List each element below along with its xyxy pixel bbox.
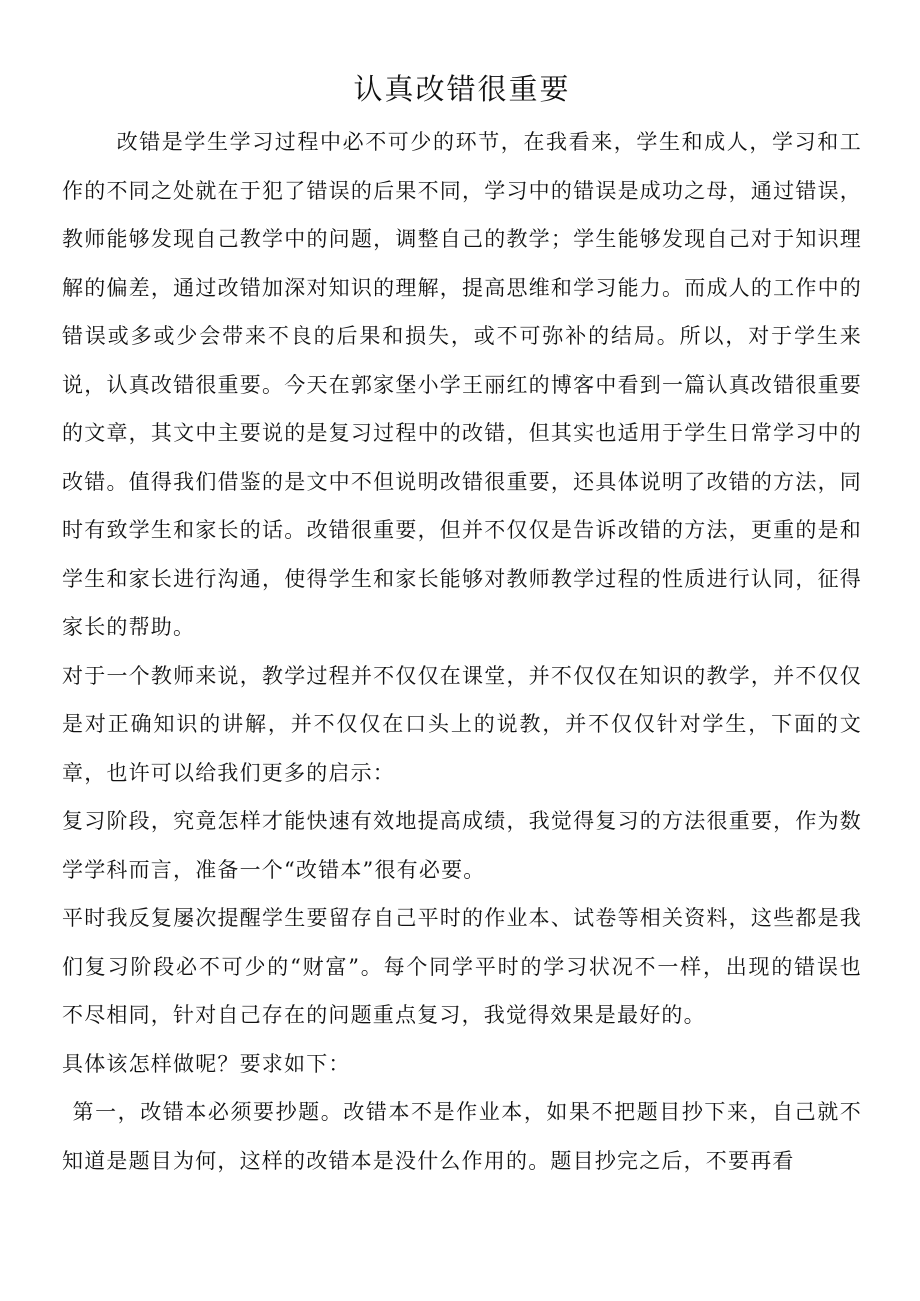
paragraph-first-rule: 第一，改错本必须要抄题。改错本不是作业本，如果不把题目抄下来，自己就不知道是题目为何，这样的改错本是没什么作用的。题目抄完之后，不要再看 — [62, 1100, 862, 1173]
document-page — [62, 66, 862, 1185]
page-title: 认真改错很重要 — [353, 72, 571, 106]
paragraph-materials: 平时我反复屡次提醒学生要留存自己平时的作业本、试卷等相关资料，这些都是我们复习阶段必不可少的“财富”。每个同学平时的学习状况不一样，出现的错误也不尽相同，针对自己存在的问题重点复习，我觉得效果是最好的。 — [62, 906, 862, 1027]
paragraph-review: 复习阶段，究竟怎样才能快速有效地提高成绩，我觉得复习的方法很重要，作为数学学科而言，准备一个“改错本”很有必要。 — [62, 809, 862, 882]
paragraph-requirements: 具体该怎样做呢？要求如下： — [62, 1051, 351, 1076]
paragraph-teacher: 对于一个教师来说，教学过程并不仅仅在课堂，并不仅仅在知识的教学，并不仅仅是对正确知识的讲解，并不仅仅在口头上的说教，并不仅仅针对学生，下面的文章，也许可以给我们更多的启示： — [62, 663, 862, 785]
paragraph-intro: 改错是学生学习过程中必不可少的环节，在我看来，学生和成人，学习和工作的不同之处就在于犯了错误的后果不同，学习中的错误是成功之母，通过错误，教师能够发现自己教学中的问题，调整自己的教学；学生能够发现自己对于知识理解的偏差，通过改错加深对知识的理解，提高思维和学习能力。而成人的工作中的错误或多或少会带来不良的后果和损失，或不可弥补的结局。所以，对于学生来说，认真改错很重要。今天在郭家堡小学王丽红的博客中看到一篇认真改错很重要的文章，其文中主要说的是复习过程中的改错，但其实也适用于学生日常学习中的改错。值得我们借鉴的是文中不但说明改错很重要，还具体说明了改错的方法，同时有致学生和家长的话。改错很重要，但并不仅仅是告诉改错的方法，更重的是和学生和家长进行沟通，使得学生和家长能够对教师教学过程的性质进行认同，征得家长的帮助。 — [62, 130, 862, 639]
